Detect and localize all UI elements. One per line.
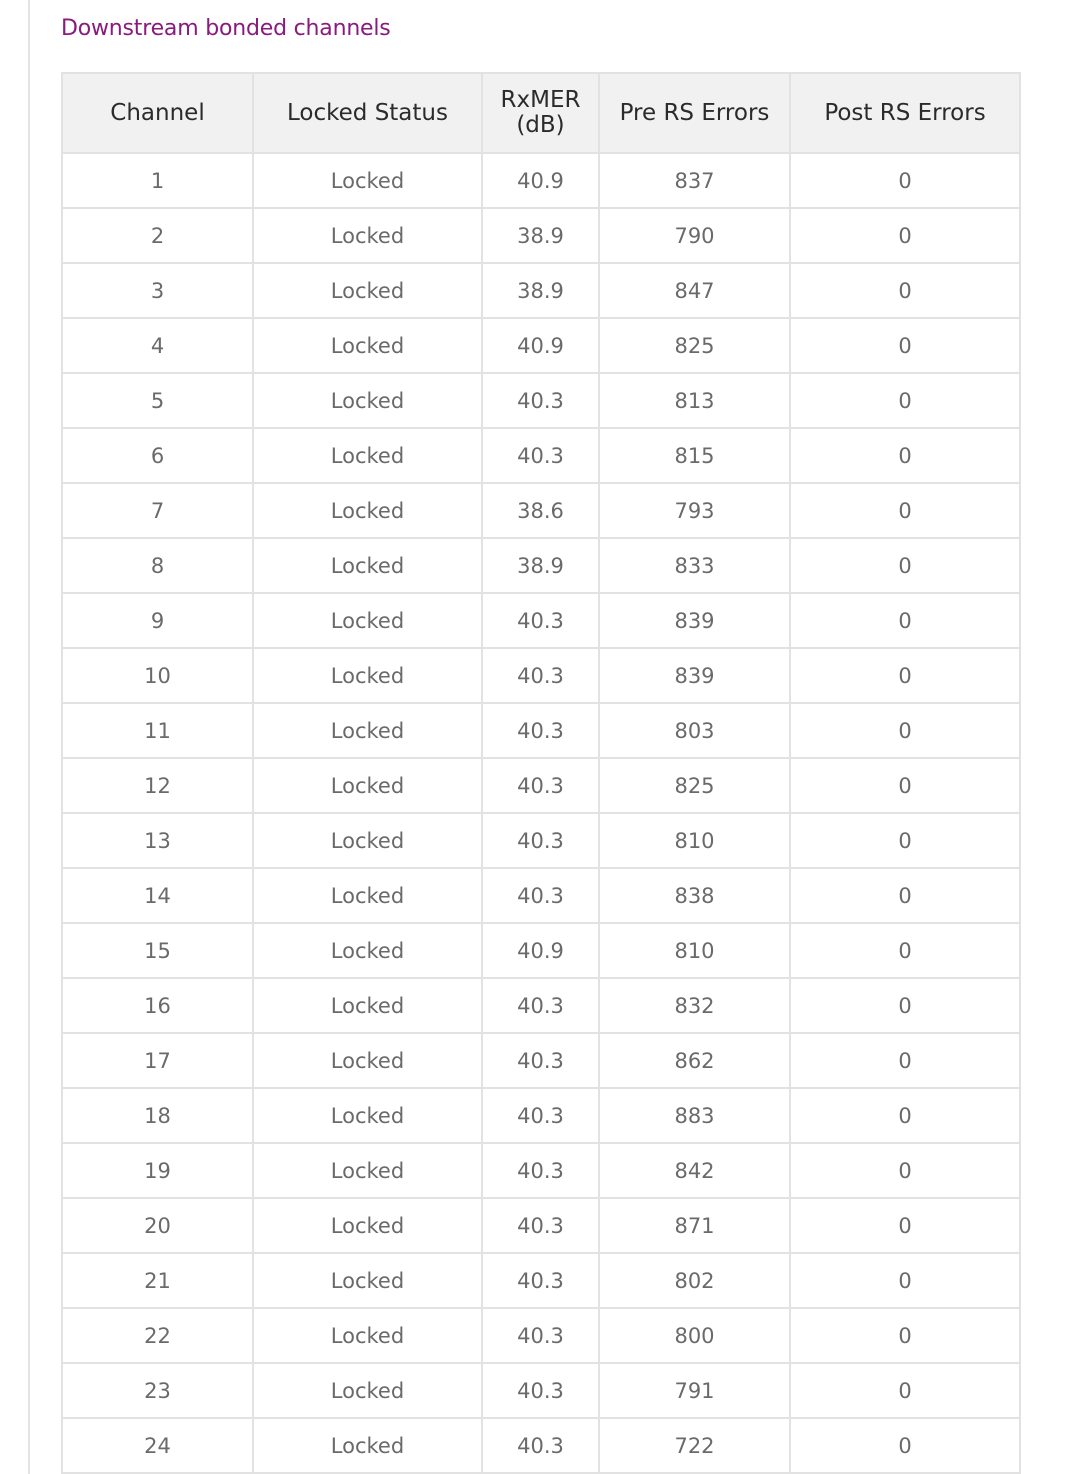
cell-rxmer: 40.3 <box>482 1253 599 1308</box>
cell-post-rs-errors: 0 <box>790 648 1020 703</box>
cell-channel: 3 <box>62 263 253 318</box>
cell-rxmer: 38.9 <box>482 263 599 318</box>
table-row <box>62 208 1020 263</box>
cell-post-rs-errors: 0 <box>790 373 1020 428</box>
cell-channel: 20 <box>62 1198 253 1253</box>
cell-rxmer: 40.3 <box>482 1088 599 1143</box>
cell-rxmer: 40.3 <box>482 428 599 483</box>
cell-channel: 21 <box>62 1253 253 1308</box>
cell-pre-rs-errors: 839 <box>599 593 790 648</box>
cell-post-rs-errors: 0 <box>790 1418 1020 1473</box>
cell-rxmer: 40.3 <box>482 1198 599 1253</box>
cell-post-rs-errors: 0 <box>790 1088 1020 1143</box>
cell-post-rs-errors: 0 <box>790 978 1020 1033</box>
cell-locked-status: Locked <box>253 538 482 593</box>
cell-post-rs-errors: 0 <box>790 1143 1020 1198</box>
table-row <box>62 318 1020 373</box>
cell-rxmer: 40.3 <box>482 1033 599 1088</box>
cell-channel: 6 <box>62 428 253 483</box>
cell-locked-status: Locked <box>253 153 482 208</box>
cell-post-rs-errors: 0 <box>790 153 1020 208</box>
cell-locked-status: Locked <box>253 703 482 758</box>
table-row <box>62 1143 1020 1198</box>
cell-locked-status: Locked <box>253 318 482 373</box>
table-row <box>62 593 1020 648</box>
cell-channel: 8 <box>62 538 253 593</box>
table-row <box>62 373 1020 428</box>
cell-pre-rs-errors: 790 <box>599 208 790 263</box>
cell-post-rs-errors: 0 <box>790 593 1020 648</box>
cell-locked-status: Locked <box>253 483 482 538</box>
cell-locked-status: Locked <box>253 978 482 1033</box>
table-row <box>62 483 1020 538</box>
cell-channel: 17 <box>62 1033 253 1088</box>
column-header-post-rs-errors: Post RS Errors <box>790 73 1020 153</box>
table-row <box>62 703 1020 758</box>
cell-pre-rs-errors: 833 <box>599 538 790 593</box>
cell-rxmer: 40.3 <box>482 1308 599 1363</box>
table-row <box>62 1418 1020 1473</box>
cell-locked-status: Locked <box>253 1363 482 1418</box>
cell-rxmer: 40.3 <box>482 813 599 868</box>
cell-locked-status: Locked <box>253 1088 482 1143</box>
table-row <box>62 648 1020 703</box>
table-row <box>62 1363 1020 1418</box>
cell-pre-rs-errors: 871 <box>599 1198 790 1253</box>
cell-channel: 7 <box>62 483 253 538</box>
column-header-rxmer <box>482 73 599 153</box>
cell-channel: 9 <box>62 593 253 648</box>
cell-rxmer: 40.9 <box>482 153 599 208</box>
cell-channel: 4 <box>62 318 253 373</box>
cell-pre-rs-errors: 839 <box>599 648 790 703</box>
cell-rxmer: 40.3 <box>482 373 599 428</box>
cell-rxmer: 40.3 <box>482 1143 599 1198</box>
downstream-channels-table <box>61 72 1021 1474</box>
table-body <box>62 153 1020 1473</box>
table-row <box>62 263 1020 318</box>
cell-post-rs-errors: 0 <box>790 428 1020 483</box>
cell-locked-status: Locked <box>253 1253 482 1308</box>
cell-pre-rs-errors: 883 <box>599 1088 790 1143</box>
table-row <box>62 758 1020 813</box>
table-row <box>62 923 1020 978</box>
cell-channel: 16 <box>62 978 253 1033</box>
cell-rxmer: 38.9 <box>482 538 599 593</box>
cell-locked-status: Locked <box>253 1143 482 1198</box>
cell-channel: 10 <box>62 648 253 703</box>
cell-locked-status: Locked <box>253 373 482 428</box>
cell-locked-status: Locked <box>253 813 482 868</box>
cell-rxmer: 40.3 <box>482 978 599 1033</box>
cell-pre-rs-errors: 862 <box>599 1033 790 1088</box>
cell-pre-rs-errors: 842 <box>599 1143 790 1198</box>
cell-pre-rs-errors: 813 <box>599 373 790 428</box>
table-row <box>62 428 1020 483</box>
cell-rxmer: 38.6 <box>482 483 599 538</box>
cell-locked-status: Locked <box>253 1418 482 1473</box>
table-row <box>62 813 1020 868</box>
cell-post-rs-errors: 0 <box>790 318 1020 373</box>
column-header-rxmer-label: RxMER <box>500 87 581 113</box>
cell-pre-rs-errors: 847 <box>599 263 790 318</box>
column-header-pre-rs-errors: Pre RS Errors <box>599 73 790 153</box>
cell-rxmer: 40.3 <box>482 648 599 703</box>
cell-rxmer: 38.9 <box>482 208 599 263</box>
cell-post-rs-errors: 0 <box>790 1033 1020 1088</box>
cell-post-rs-errors: 0 <box>790 1308 1020 1363</box>
cell-locked-status: Locked <box>253 263 482 318</box>
table-row <box>62 978 1020 1033</box>
cell-locked-status: Locked <box>253 868 482 923</box>
cell-post-rs-errors: 0 <box>790 208 1020 263</box>
cell-channel: 11 <box>62 703 253 758</box>
cell-post-rs-errors: 0 <box>790 263 1020 318</box>
cell-rxmer: 40.9 <box>482 318 599 373</box>
cell-post-rs-errors: 0 <box>790 1198 1020 1253</box>
cell-pre-rs-errors: 810 <box>599 813 790 868</box>
cell-locked-status: Locked <box>253 593 482 648</box>
cell-rxmer: 40.3 <box>482 868 599 923</box>
cell-channel: 2 <box>62 208 253 263</box>
table-row <box>62 1198 1020 1253</box>
column-header-rxmer-unit: (dB) <box>516 112 565 138</box>
cell-pre-rs-errors: 793 <box>599 483 790 538</box>
cell-pre-rs-errors: 810 <box>599 923 790 978</box>
table-row <box>62 1033 1020 1088</box>
cell-rxmer: 40.3 <box>482 703 599 758</box>
cell-locked-status: Locked <box>253 1033 482 1088</box>
cell-post-rs-errors: 0 <box>790 758 1020 813</box>
cell-channel: 13 <box>62 813 253 868</box>
cell-post-rs-errors: 0 <box>790 868 1020 923</box>
cell-pre-rs-errors: 802 <box>599 1253 790 1308</box>
content-left-border <box>28 0 30 1474</box>
cell-pre-rs-errors: 800 <box>599 1308 790 1363</box>
cell-pre-rs-errors: 825 <box>599 758 790 813</box>
cell-post-rs-errors: 0 <box>790 1363 1020 1418</box>
cell-post-rs-errors: 0 <box>790 483 1020 538</box>
cell-post-rs-errors: 0 <box>790 1253 1020 1308</box>
table-row <box>62 1088 1020 1143</box>
table-row <box>62 538 1020 593</box>
cell-post-rs-errors: 0 <box>790 703 1020 758</box>
cell-channel: 19 <box>62 1143 253 1198</box>
cell-pre-rs-errors: 791 <box>599 1363 790 1418</box>
table-row <box>62 1253 1020 1308</box>
table-header-row <box>62 73 1020 153</box>
cell-channel: 5 <box>62 373 253 428</box>
cell-rxmer: 40.3 <box>482 1418 599 1473</box>
column-header-channel: Channel <box>62 73 253 153</box>
cell-locked-status: Locked <box>253 1198 482 1253</box>
cell-rxmer: 40.3 <box>482 593 599 648</box>
cell-channel: 12 <box>62 758 253 813</box>
column-header-locked-status: Locked Status <box>253 73 482 153</box>
cell-locked-status: Locked <box>253 758 482 813</box>
cell-pre-rs-errors: 803 <box>599 703 790 758</box>
cell-pre-rs-errors: 837 <box>599 153 790 208</box>
cell-post-rs-errors: 0 <box>790 538 1020 593</box>
cell-rxmer: 40.9 <box>482 923 599 978</box>
cell-locked-status: Locked <box>253 1308 482 1363</box>
cell-post-rs-errors: 0 <box>790 813 1020 868</box>
cell-channel: 1 <box>62 153 253 208</box>
cell-channel: 18 <box>62 1088 253 1143</box>
cell-pre-rs-errors: 838 <box>599 868 790 923</box>
section-title: Downstream bonded channels <box>61 16 391 41</box>
cell-rxmer: 40.3 <box>482 1363 599 1418</box>
cell-pre-rs-errors: 832 <box>599 978 790 1033</box>
cell-locked-status: Locked <box>253 208 482 263</box>
table-row <box>62 153 1020 208</box>
cell-locked-status: Locked <box>253 923 482 978</box>
cell-channel: 23 <box>62 1363 253 1418</box>
cell-channel: 24 <box>62 1418 253 1473</box>
cell-locked-status: Locked <box>253 648 482 703</box>
cell-channel: 14 <box>62 868 253 923</box>
table-row <box>62 868 1020 923</box>
cell-rxmer: 40.3 <box>482 758 599 813</box>
cell-pre-rs-errors: 815 <box>599 428 790 483</box>
table-row <box>62 1308 1020 1363</box>
cell-channel: 22 <box>62 1308 253 1363</box>
cell-channel: 15 <box>62 923 253 978</box>
cell-pre-rs-errors: 722 <box>599 1418 790 1473</box>
cell-locked-status: Locked <box>253 428 482 483</box>
cell-post-rs-errors: 0 <box>790 923 1020 978</box>
cell-pre-rs-errors: 825 <box>599 318 790 373</box>
